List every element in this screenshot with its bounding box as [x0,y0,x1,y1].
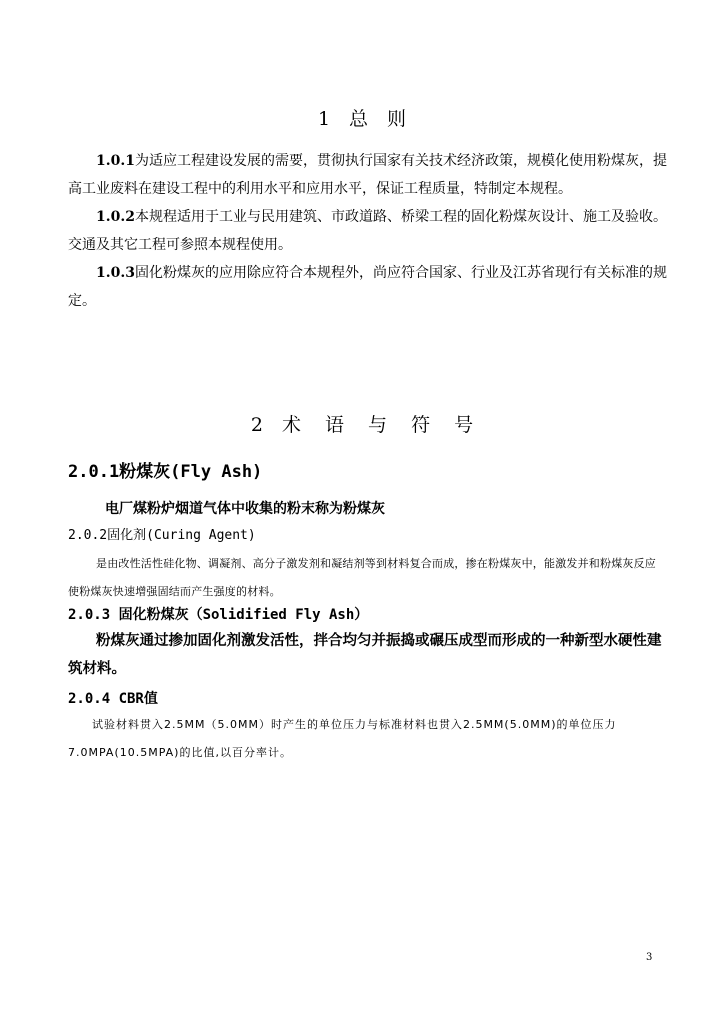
term-2-0-4-definition: 试验材料贯入2.5MM（5.0MM）时产生的单位压力与标准材料也贯入2.5MM(5.0MM)的单位压力7.0MPA(10.5MPA)的比值,以百分率计。 [68,718,617,759]
clause-text: 本规程适用于工业与民用建筑、市政道路、桥梁工程的固化粉煤灰设计、施工及验收。交通及其它工程可参照本规程使用。 [68,209,667,253]
chapter-1-title: 1 总 则 [317,108,407,130]
term-2-0-3-heading: 2.0.3 固化粉煤灰（Solidified Fly Ash） [68,607,369,623]
clause-1-0-1 [68,147,668,203]
page-number: 3 [646,952,653,963]
term-2-0-4-heading: 2.0.4 CBR值 [68,691,158,707]
clause-1-0-2 [68,203,668,259]
clause-number: 1.0.3 [96,265,135,281]
chapter-2-title: 2 术 语 与 符 号 [250,414,474,436]
clause-text: 为适应工程建设发展的需要，贯彻执行国家有关技术经济政策，规模化使用粉煤灰，提高工业废料在建设工程中的利用水平和应用水平，保证工程质量，特制定本规程。 [68,153,667,197]
clause-number: 1.0.1 [96,153,135,169]
term-2-0-2-definition: 是由改性活性硅化物、调凝剂、高分子激发剂和凝结剂等到材料复合而成，掺在粉煤灰中，能激发并和粉煤灰反应使粉煤灰快速增强固结而产生强度的材料。 [68,557,656,598]
term-2-0-1-definition: 电厂煤粉炉烟道气体中收集的粉末称为粉煤灰 [105,501,385,517]
clause-1-0-3 [68,259,668,315]
clause-number: 1.0.2 [96,209,135,225]
term-2-0-2-heading: 2.0.2固化剂(Curing Agent) [68,528,256,543]
clause-text: 固化粉煤灰的应用除应符合本规程外，尚应符合国家、行业及江苏省现行有关标准的规定。 [68,265,667,309]
term-2-0-1-heading: 2.0.1粉煤灰(Fly Ash) [68,462,263,482]
term-2-0-3-definition: 粉煤灰通过掺加固化剂激发活性，拌合均匀并振捣或碾压成型而形成的一种新型水硬性建筑材料。 [68,632,662,677]
